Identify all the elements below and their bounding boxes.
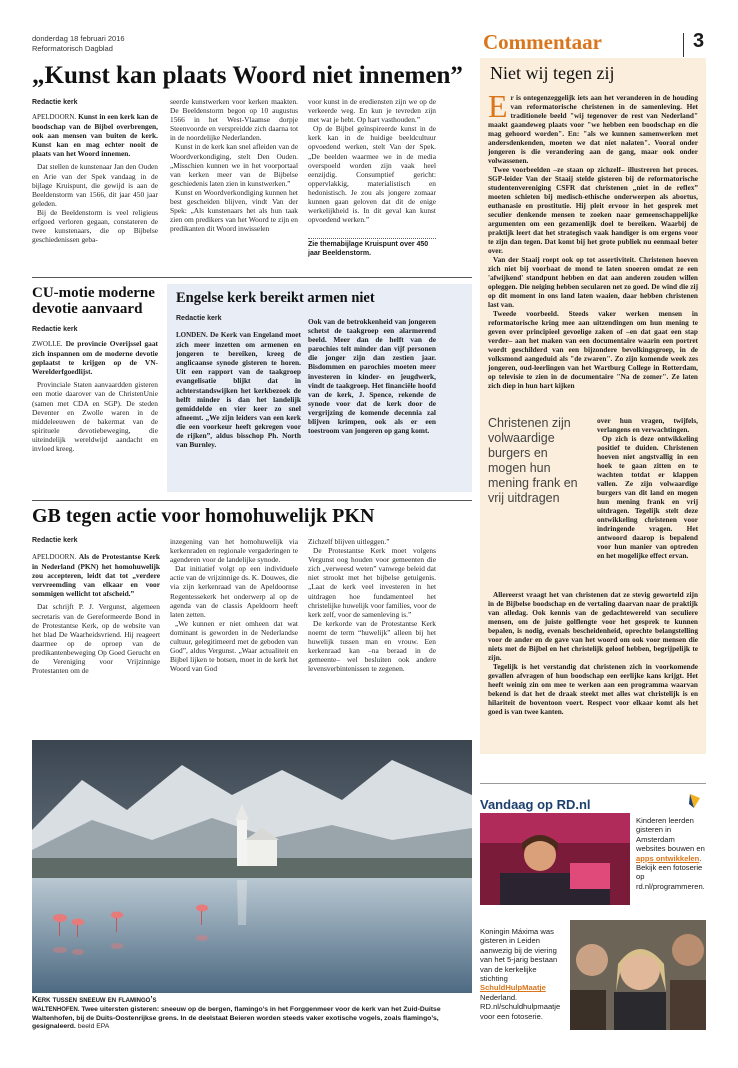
commentary-body [488,88,698,390]
engelse-place: LONDEN. [176,331,208,339]
apps-link[interactable]: apps ontwikkelen [636,853,700,863]
vandaag-item2-text: Koningin Máxima was gisteren in Leiden aanwezig bij de viering van het 5-jarig bestaan van de kerkelijke stichting [480,927,558,984]
photo-caption-place: WALTENHOFEN. [32,1007,80,1013]
cu-text: Provinciale Staten aanvaardden gisteren een motie daarover van de ChristenUnie (samen met CDA en SGP). De steden Deventer en Zwolle waren in de middeleeuwen de bakermat van de spirituele devotiebeweging, die uiteindelijk wereldwijd aandacht en invloed kreeg. [32,380,158,454]
gb-col2 [170,537,298,673]
main-col2-p2: Kunst in de kerk kan snel afleiden van de Woordverkondiging, stelt Den Ouden. „Misschien kunnen we in het voorportaal van kerken meer van de Bijbelse geschiedenis laten zien in kunstwerken.” [170,142,298,188]
commentary-dropcap: E [488,88,508,124]
issue-date: donderdag 18 februari 2016 [32,34,125,43]
gb-place: APELDOORN. [32,553,77,561]
commentary-p1: r is ontegenzeggelijk iets aan het veranderen in de houding van reformatorische christenen in de samenleving. Het traditionele beeld "wij tegenover de rest van Nederland" maakt gaandeweg plaats voor "we hebben een boodschap en die mag gehoord worden". En: "als we kunnen samenwerken met andersdenkenden, moeten we dat niet nalaten". Vooral onder jongeren is die verandering aan de gang, maar ook onder volwassenen. [488,93,698,165]
engelse-col1 [176,330,301,449]
maxima-photo[interactable] [570,920,706,1030]
photo-caption-title: Kerk tussen sneeuw en flamingo’s [32,995,157,1004]
publication-name: Reformatorisch Dagblad [32,44,113,53]
main-col1 [32,112,158,244]
commentary-p7: Allereerst vraagt het van christenen dat ze stevig geworteld zijn in de Bijbelse boodschap en de vertaling daarvan naar de praktijk van alledag. Ook kennis van de gedachtewereld van seculiere mensen, om de juiste golflengte voor het gesprek te kunnen bepalen, is nodig, evenals bescheidenheid, oprechte belangstelling voor de ander en de gave van het woord om ook voor mensen die niets met de Bijbel en het christelijk geloof hebben, begrijpelijk te zijn. [488,590,698,662]
church-tower [237,818,247,866]
main-col2-p1: seerde kunstwerken voor kerken maakten. De Beeldenstorm begon op 10 augustus 1566 in het West-Vlaamse dorpje Steenvoorde en verspreidde zich daarna tot in de noordelijke Nederlanden. [170,97,298,143]
main-col1-p2: Bij de Beeldenstorm is veel religieus erfgoed verloren gegaan, constateren de twee kunstenaars, die op Bijbelse geschiedenissen geba- [32,207,158,245]
engelse-col2-text: Ook van de betrokkenheid van jongeren schetst de taakgroep een alarmerend beeld. Meer dan de helft van de parochies telt minder dan vijf personen die jonger zijn dan zestien jaar. Bisdommen en parochies moeten meer investeren in kinder- en jeugdwerk, vindt de taakgroep. Het financiële hoofd van de kerk, J. Spence, rekende de synode voor dat de kerk door de vergrijzing de komende decennia zal blijven krimpen, ook als er een toestroom van jongeren op gang komt. [308,317,436,436]
engelse-headline: Engelse kerk bereikt armen niet [176,290,375,306]
commentary-headline: Niet wij tegen zij [490,63,615,83]
rd-logo-icon [688,792,702,810]
gb-col2-p1: inzegening van het homohuwelijk via kerkenraden en regionale vergaderingen te agenderen voor de landelijke synode. [170,537,298,565]
vandaag-item1 [636,816,706,891]
gb-headline: GB tegen actie voor homohuwelijk PKN [32,505,375,527]
main-col3-p1: voor kunst in de erediensten zijn we op de verkeerde weg. En kun je tevreden zijn met wat je hebt. Op hart vasthouden.” [308,97,436,125]
engelse-col1-text: De Kerk van Engeland moet zich meer inzetten om armenen en jongeren te bereiken, kreeg de anglicaanse synode gisteren te horen. Uit een rapport van de taakgroep evangelisatie blijkt dat in achterstandswijken het kerkbezoek de helft minder is dan het landelijk gemiddelde en vier keer zo snel afneemt. „We zijn leiders van een kerk die een voorkeur heeft gekregen voor de rijken”, aldus bisschop Ph. North van Burnley. [176,330,301,450]
gb-col2-p2: Dat initiatief volgt op een individuele actie van de vrijzinnige ds. K. Douwes, die via zijn kerkenraad van de Apeldoornse Regentessekerk het onderwerp al op de agenda van de classis Apeldoorn heeft laten zetten. [170,564,298,619]
cu-lead: De provincie Overijssel gaat zich inspannen om de moderne devotie geplaatst te krijgen op de VN-Werelderfgoedlijst. [32,339,158,377]
cu-byline: Redactie kerk [32,326,78,333]
commentary-bottom [488,590,698,716]
page-number: 3 [693,30,705,52]
vandaag-item2 [480,927,566,1021]
commentary-p2: Twee voorbeelden –ze staan op zichzelf– illustreren het proces. SGP-leider Van der Staaij stelde gisteren bij de reformatorische studentenvereniging CSFR dat christenen „niet in de reflex” moeten schieten bij medisch-ethische onderwerpen als abortus, euthanasie en prostitutie. Hij pleit ervoor in het gesprek met seculier denkende mensen te zoeken naar gemeenschappelijke argumenten om een gezamenlijk doel te bereiken. Waarbij de praktijk leert dat het strategisch vaak handiger is om ergens voor te zijn dan tegen. Dat komt bij het grote publiek nu eenmaal beter over. [488,165,698,255]
lake [32,878,472,993]
commentary-p6: Op zich is deze ontwikkeling positief te duiden. Christenen hoeven niet angstvallig in een hoek te gaan zitten en te wachten totdat er klappen vallen. Ze zijn volwaardige burgers van dit land en mogen hun mening frank en vrij uitdragen. Tegelijk stelt deze ontwikkeling christenen voor indringende vragen. Het antwoord daarop is bepalend voor hun manier van optreden en het mogelijke effect ervan. [597,434,698,560]
main-headline: „Kunst kan plaats Woord niet innemen” [32,62,463,89]
main-col3 [308,97,436,224]
gb-col2-p3: „We kunnen er niet omheen dat wat dominant is geworden in de Nederlandse cultuur, gelegitimeerd met de geboden van God”, aldus Vergunst. „Waar actualiteit en Bijbel lijken te botsen, moet in de kerk het Woord van God [170,618,298,674]
section-title: Commentaar [483,30,602,54]
gb-byline: Redactie kerk [32,537,78,544]
commentary-p4: Tweede voorbeeld. Steeds vaker werken mensen in reformatorische kring mee aan uitzendingen om hun mening te geven over principieel gevoelige zaken of –en dat gaat een stap verder– aan het maken van een documentaire waarin een portret wordt geschilderd van een bijzondere bevolkingsgroep, in de volksmond aangeduid als "de zwaren". Zo zijn komende week zes jongeren, oud-leerlingen van het Wartburg College in Rotterdam, op televisie te zien in de documentaire "Na de zomer". Ze laten zich diep in hun hart kijken [488,309,698,390]
commentary-p3: Van der Staaij roept ook op tot assertiviteit. Christenen hoeven zich niet bij voorbaat de mond te laten snoeren omdat ze een 'afwijkend' standpunt hebben en dat aan anderen zouden willen opleggen. Die neiging hebben secularen net zo goed. De wind die zij op dit moment in ons land laten waaien, daar hebben christenen last van. [488,255,698,309]
vandaag-item1-end: . Bekijk een fotoserie op rd.nl/programmeren. [636,853,705,891]
church-building [247,838,277,866]
flamingo-photo [32,740,472,993]
main-col3-p2: Op de Bijbel geïnspireerde kunst in de kerk kan in de huidige beeldcultuur opvoedend werken, stelt Van der Spek. „De beelden waarmee we in de media overspoeld worden zijn vaak heel eenzijdig. Consumptief gericht: oppervlakkig, materialistisch en hedonistisch. Je zou als jongere zomaar kunnen gaan geloven dat dit de enige werkelijkheid is. In dit geval kan kunst opvoedend werken.” [308,124,436,225]
commentary-p8: Tegelijk is het verstandig dat christenen zich in voorkomende gevallen afvragen of hun boodschap een eerlijke kans krijgt. Het heeft weinig zin om mee te werken aan een programma waarvan bekend is dat het de draak steekt met alles wat christelijk is en hilariteit de boventoon voert. Respect voor elkaar komt als het goed is van twee kanten. [488,662,698,716]
schuldhulpmaatje-link[interactable]: SchuldHulpMaatje [480,983,546,993]
engelse-byline: Redactie kerk [176,315,222,322]
cu-headline: CU-motie moderne devotie aanvaard [32,285,155,317]
main-col2-p3: Kunst en Woordverkondiging kunnen het best gescheiden blijven, vindt Van der Spek: „Als kunstenaars het als hun taak zien om predikers van het Woord te zijn en predikanten dit Woord inwisselen [170,187,298,234]
main-col1-p1: Dat stellen de kunstenaar Jan den Ouden en Arie van der Spek vandaag in de bijlage Kruispunt, die gewijd is aan de Beeldenstorm van 1566, dit jaar 450 jaar geleden. [32,162,158,208]
vandaag-divider [480,783,706,784]
gb-lead: Als de Protestantse Kerk in Nederland (PKN) het homohuwelijk zou accepteren, leidt dat tot „verdere vervreemding van elkaar en voor sommigen wellicht tot afscheid.” [32,552,160,599]
vandaag-item1-text: Kinderen leerden gisteren in Amsterdam websites bouwen en [636,816,705,854]
main-note: Zie themabijlage Kruispunt over 450 jaar Beeldenstorm. [308,241,429,257]
gb-col1 [32,552,160,675]
engelse-col2 [308,317,436,435]
kids-photo[interactable] [480,813,630,905]
main-byline: Redactie kerk [32,99,78,106]
cu-body [32,339,158,453]
commentary-side [597,416,698,560]
gb-col3-p1: Zichzelf blijven uitleggen.” [308,537,390,546]
main-col2 [170,97,298,233]
photo-caption-text: Twee uitersten gisteren: sneeuw op de bergen, flamingo’s in het Forggenmeer voor de kerk van het Zuid-Duitse Waltenhofen, bij de Duits-Oostenrijkse grens. In de deelstaat Beieren worden steeds vaker exotische vogels, zoals flamingo’s, gesignaleerd. [32,1006,441,1031]
commentary-pullquote: Christenen zijn volwaardige burgers en mogen hun mening frank en vrij uitdragen [488,416,578,505]
gb-col3 [308,537,436,673]
section-divider [32,277,472,278]
commentary-p5: over hun vragen, twijfels, verlangens en verwachtingen. [597,416,698,434]
gb-col3-p2: De Protestantse Kerk moet volgens Vergunst oog houden voor gemeenten die zich „verweesd weten” vanwege beleid dat niet strookt met het bijbelse getuigenis. „Laat de kerk veel investeren in het uitdragen hoe fundamenteel het christelijke huwelijk voor families, voor de kerk zelf, voor de samenleving is.” [308,546,436,619]
vandaag-item2-end: Nederland. RD.nl/schuldhulpmaatje voor een fotoserie. [480,992,561,1021]
note-divider [308,238,436,239]
section-divider-2 [32,500,472,501]
main-place: APELDOORN. [32,113,77,121]
gb-col3-p3: De kerkorde van de Protestantse Kerk noemt de term “huwelijk” alleen bij het huwelijk tussen man en vrouw. Een kerkenraad kan –na beraad in de gemeente– wel besluiten ook andere levensverbintenissen te zegenen. [308,618,436,674]
photo-caption [32,1006,472,1032]
header-divider [683,33,684,57]
main-lead: Kunst in een kerk kan de boodschap van de Bijbel overbrengen, ook aan mensen van buiten de kerk. Kunst kan en mag echter nooit de plaats van het Woord innemen. [32,112,158,159]
vandaag-title: Vandaag op RD.nl [480,797,591,812]
photo-svg [32,740,472,993]
photo-credit: beeld EPA [77,1023,110,1031]
gb-col1-text: Dat schrijft P. J. Vergunst, algemeen secretaris van de Gereformeerde Bond in de Protestantse Kerk, op de website van het blad De Waarheidsvriend. Hij reageert daarmee op de oproep van de predikantenbeweging Op Goed Gerucht en de Vereniging voor Vrijzinnige Protestanten om de [32,602,160,676]
cu-place: ZWOLLE. [32,340,63,348]
